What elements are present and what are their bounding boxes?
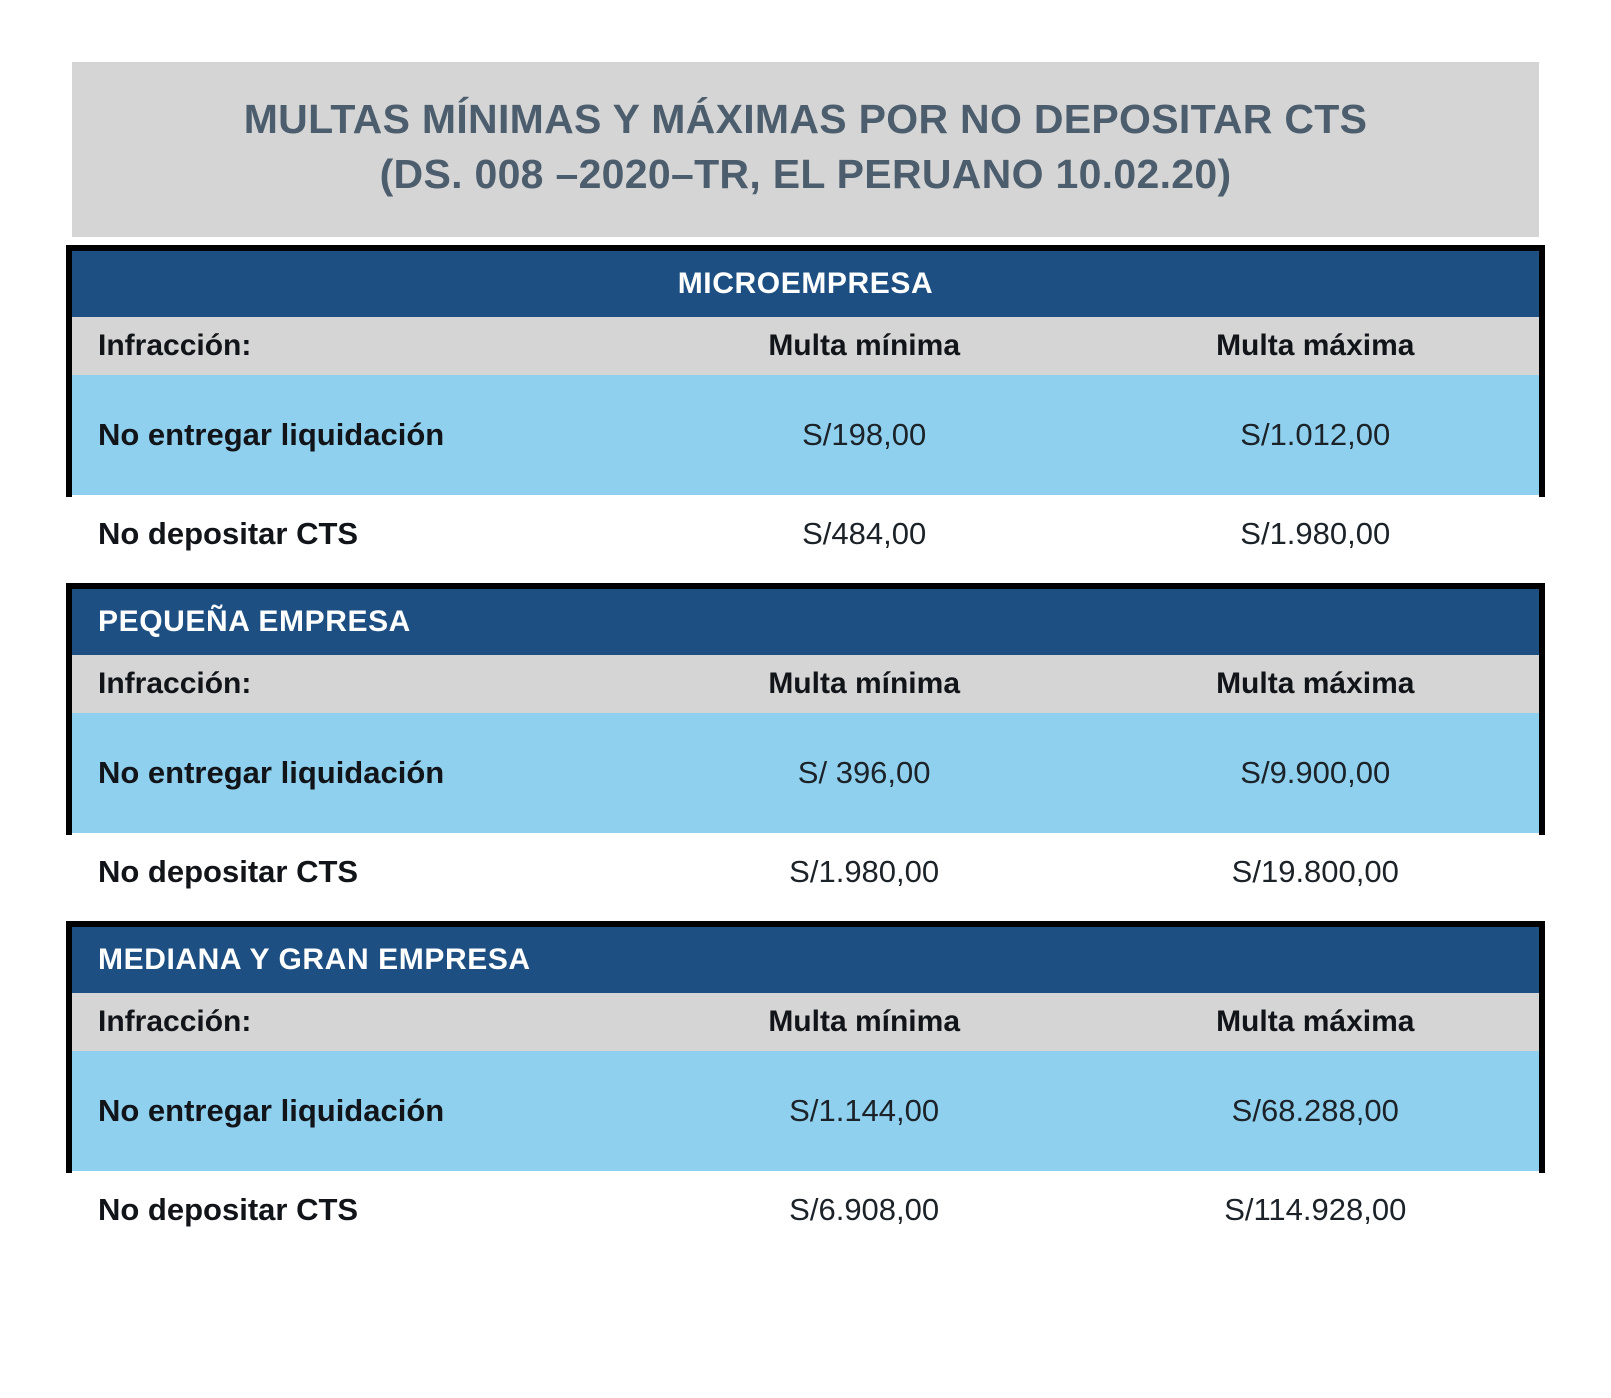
table-row [72, 833, 1539, 911]
row-max-value: S/1.012,00 [1092, 375, 1539, 495]
row-min-value: S/198,00 [637, 375, 1092, 495]
row-max-value: S/9.900,00 [1092, 713, 1539, 833]
row-min-value: S/ 396,00 [637, 713, 1092, 833]
column-header-min: Multa mínima [637, 993, 1092, 1051]
table-header-row [72, 993, 1539, 1051]
row-label: No entregar liquidación [72, 713, 637, 833]
table-row [72, 713, 1539, 833]
row-min-value: S/6.908,00 [637, 1171, 1092, 1249]
table-row [72, 1051, 1539, 1171]
table-pequena-empresa [72, 655, 1539, 911]
row-label: No depositar CTS [72, 1171, 637, 1249]
row-min-value: S/1.980,00 [637, 833, 1092, 911]
row-label: No depositar CTS [72, 833, 637, 911]
column-header-max: Multa máxima [1092, 317, 1539, 375]
page-title-line-1: MULTAS MÍNIMAS Y MÁXIMAS POR NO DEPOSITAR CTS [243, 96, 1368, 142]
column-header-min: Multa mínima [637, 655, 1092, 713]
row-max-value: S/1.980,00 [1092, 495, 1539, 573]
table-row [72, 495, 1539, 573]
section-title-mediana-gran-empresa: MEDIANA Y GRAN EMPRESA [72, 927, 1539, 993]
section-microempresa [72, 251, 1539, 573]
row-min-value: S/484,00 [637, 495, 1092, 573]
table-row [72, 1171, 1539, 1249]
column-header-max: Multa máxima [1092, 655, 1539, 713]
row-label: No entregar liquidación [72, 1051, 637, 1171]
row-max-value: S/114.928,00 [1092, 1171, 1539, 1249]
row-label: No entregar liquidación [72, 375, 637, 495]
table-mediana-gran-empresa [72, 993, 1539, 1249]
section-pequena-empresa [72, 589, 1539, 911]
section-title-pequena-empresa: PEQUEÑA EMPRESA [72, 589, 1539, 655]
column-header-infraction: Infracción: [72, 317, 637, 375]
column-header-infraction: Infracción: [72, 655, 637, 713]
table-header-row [72, 655, 1539, 713]
table-microempresa [72, 317, 1539, 573]
section-title-microempresa: MICROEMPRESA [72, 251, 1539, 317]
table-header-row [72, 317, 1539, 375]
row-label: No depositar CTS [72, 495, 637, 573]
section-mediana-gran-empresa [72, 927, 1539, 1249]
row-min-value: S/1.144,00 [637, 1051, 1092, 1171]
page-title-line-2: (DS. 008 –2020–TR, EL PERUANO 10.02.20) [379, 151, 1232, 198]
column-header-infraction: Infracción: [72, 993, 637, 1051]
title-band [72, 62, 1539, 237]
row-max-value: S/68.288,00 [1092, 1051, 1539, 1171]
row-max-value: S/19.800,00 [1092, 833, 1539, 911]
column-header-max: Multa máxima [1092, 993, 1539, 1051]
table-row [72, 375, 1539, 495]
column-header-min: Multa mínima [637, 317, 1092, 375]
content-wrapper [72, 62, 1539, 1249]
